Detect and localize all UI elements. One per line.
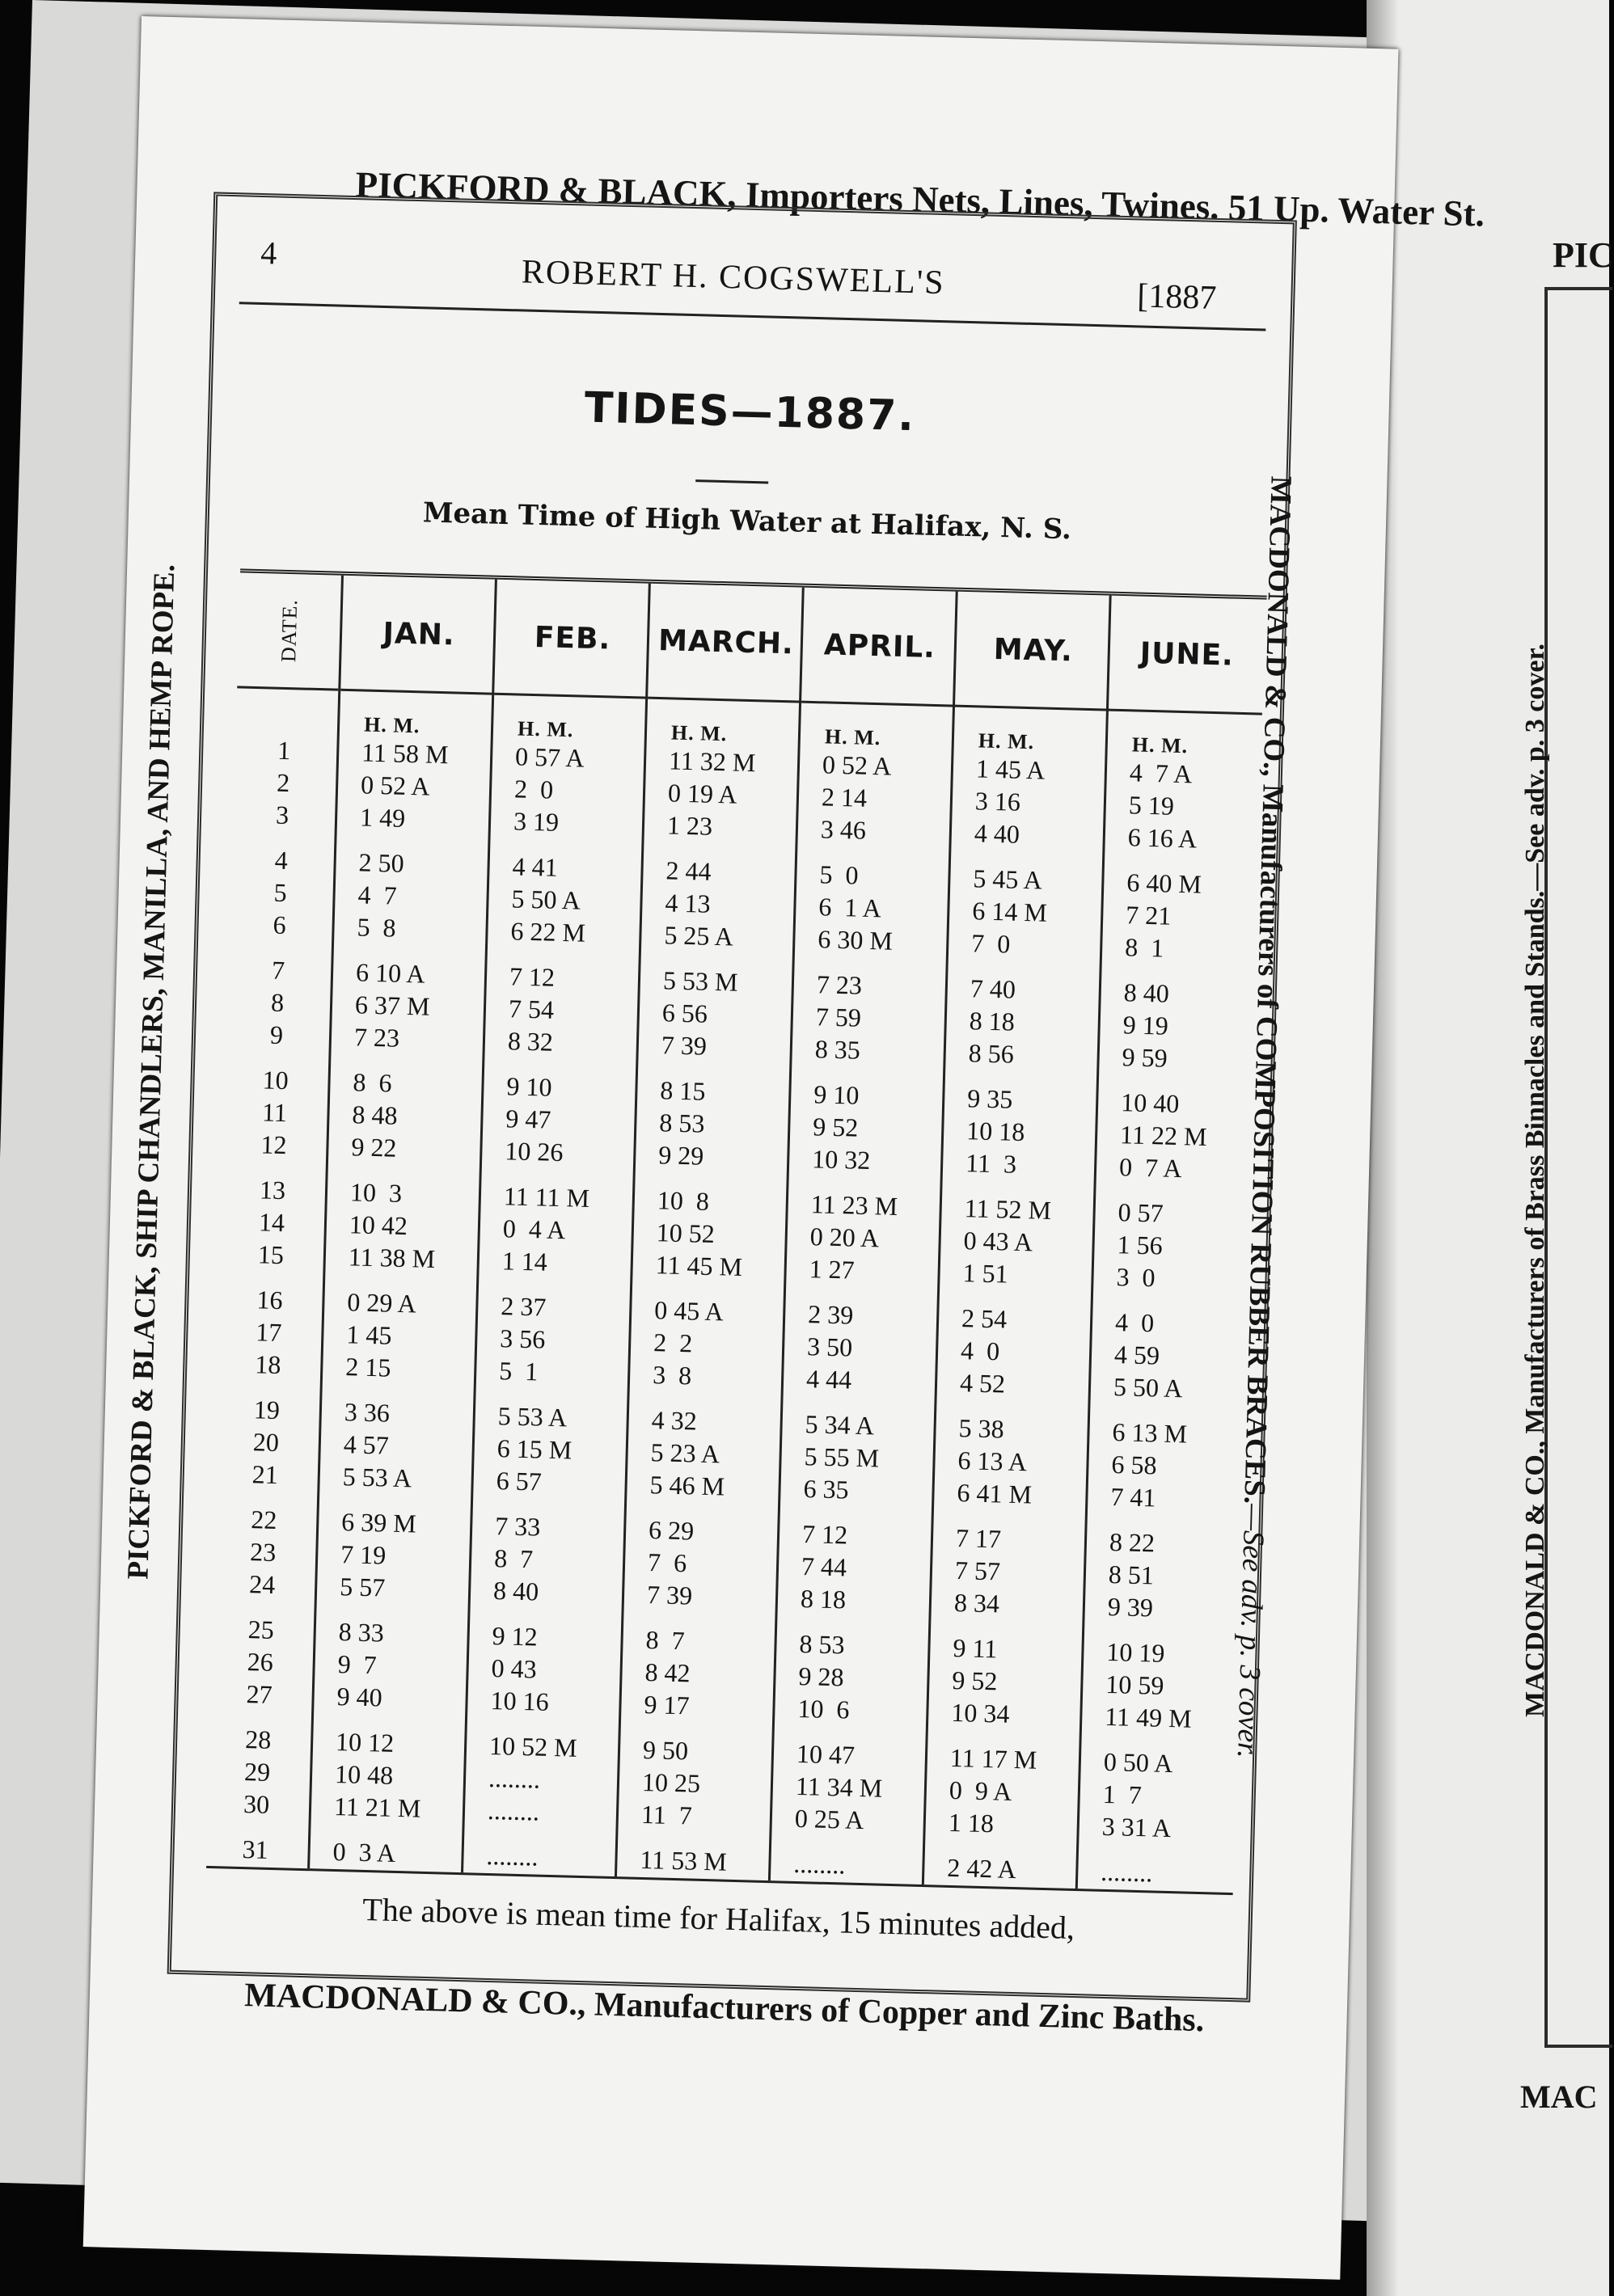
tide-time-cell: 8 6 [353, 1067, 393, 1098]
tide-time-cell: 3 46 [820, 814, 867, 845]
tide-time-cell: 9 10 [813, 1079, 860, 1110]
tide-time-cell: 8 22 [1109, 1526, 1156, 1558]
tide-time-cell: 10 32 [811, 1144, 871, 1175]
tide-time-cell: 3 56 [499, 1323, 546, 1354]
bottom-advert: MACDONALD & CO., Manufacturers of Copper and Zinc Baths. [243, 1977, 1205, 2040]
tide-time-cell: 5 1 [498, 1356, 539, 1386]
tide-time-cell: 5 8 [357, 912, 397, 943]
tide-time-cell: 11 7 [640, 1799, 693, 1830]
tide-time-cell: 4 0 [960, 1336, 1000, 1366]
tide-time-cell: 0 52 A [360, 770, 430, 801]
date-cell: 12 [260, 1129, 287, 1160]
tide-time-cell: 9 35 [966, 1083, 1013, 1114]
tide-time-cell: 0 20 A [809, 1222, 880, 1253]
publisher-name: ROBERT H. COGSWELL'S [521, 253, 946, 302]
tide-time-cell: 8 18 [800, 1584, 847, 1614]
tide-time-cell: 8 34 [953, 1587, 1000, 1619]
page-subtitle: Mean Time of High Water at Halifax, N. S. [422, 496, 1072, 547]
page-title: TIDES—1887. [584, 383, 916, 441]
tide-time-cell: 7 21 [1125, 900, 1172, 931]
date-cell: 13 [259, 1175, 286, 1205]
tide-time-cell: 11 34 M [795, 1771, 883, 1803]
tide-time-cell: 11 17 M [949, 1742, 1037, 1775]
tide-time-cell: 11 58 M [361, 737, 449, 770]
tide-time-cell: 0 45 A [653, 1295, 725, 1327]
tide-time-cell: 9 52 [952, 1665, 998, 1696]
adjacent-page-side-text: MACDONALD & CO., Manufacturers of Brass Binnacles and Stands.—See adv. p. 3 cover. [1520, 644, 1550, 1717]
tide-time-cell: 0 25 A [794, 1803, 864, 1835]
tide-time-cell: 1 18 [948, 1807, 995, 1838]
tide-time-cell: 10 12 [335, 1727, 395, 1758]
tide-time-cell: 6 15 M [496, 1433, 573, 1465]
tide-time-cell: 9 39 [1107, 1591, 1154, 1623]
tide-time-cell: 1 14 [501, 1246, 548, 1277]
tide-time-cell: 5 53 A [497, 1401, 568, 1433]
tide-time-cell: 5 55 M [804, 1441, 880, 1473]
tide-time-cell: 6 30 M [817, 924, 894, 956]
tide-time-cell: 6 13 M [1112, 1417, 1188, 1449]
tide-time-cell: 6 14 M [971, 896, 1048, 927]
date-cell: 26 [247, 1647, 274, 1677]
tide-time-cell: 10 42 [349, 1209, 408, 1241]
tide-time-cell: 11 3 [965, 1148, 1017, 1179]
tide-time-cell: 8 40 [1123, 977, 1170, 1008]
tide-time-cell: 1 45 A [975, 753, 1046, 785]
tide-time-cell: 2 15 [344, 1352, 391, 1382]
tide-time-cell: 7 41 [1110, 1482, 1156, 1513]
tide-time-cell: 7 44 [801, 1551, 847, 1582]
tide-time-cell: 11 45 M [655, 1250, 743, 1281]
date-cell: 20 [252, 1427, 280, 1458]
tide-time-cell: ........ [488, 1762, 541, 1794]
tide-time-cell: 0 43 [491, 1653, 538, 1684]
tide-time-cell: 10 59 [1105, 1669, 1164, 1700]
right-advert-main: MACDONALD & CO., Manufacturers of COMPOSITION RUBBER BRACES. [1237, 475, 1298, 1505]
tide-time-cell: 6 35 [803, 1474, 850, 1505]
tide-time-cell: 11 52 M [964, 1193, 1052, 1225]
hours-minutes-label: H. M. [363, 712, 420, 738]
tide-time-cell: 0 29 A [346, 1287, 417, 1319]
tide-time-cell: 10 48 [334, 1759, 394, 1790]
date-cell: 25 [247, 1614, 275, 1644]
date-cell: 23 [249, 1537, 277, 1567]
date-cell: 30 [243, 1789, 270, 1819]
tide-time-cell: 8 48 [352, 1099, 398, 1130]
tide-time-cell: 5 0 [819, 859, 859, 890]
tide-time-cell: 2 37 [500, 1291, 547, 1322]
tide-time-cell: 4 41 [512, 851, 559, 882]
tide-time-cell: 8 40 [492, 1576, 539, 1606]
tide-time-cell: 7 33 [494, 1511, 541, 1542]
tide-time-cell: 11 21 M [333, 1791, 421, 1823]
tide-time-cell: 4 0 [1114, 1307, 1155, 1338]
date-cell: 6 [273, 910, 287, 940]
tide-time-cell: 10 6 [797, 1693, 850, 1724]
tide-time-cell: 0 57 [1118, 1197, 1164, 1228]
tide-time-cell: 11 32 M [668, 745, 756, 778]
tide-time-cell: 6 56 [661, 998, 708, 1028]
date-cell: 14 [258, 1207, 285, 1238]
tide-time-cell: 2 54 [961, 1303, 1008, 1334]
tide-time-cell: ........ [792, 1848, 846, 1880]
tide-time-cell: 6 1 A [818, 892, 882, 923]
date-cell: 7 [271, 955, 285, 986]
tide-time-cell: 7 0 [970, 928, 1011, 959]
tide-time-cell: 10 40 [1120, 1087, 1180, 1119]
tide-time-cell: 4 32 [651, 1405, 698, 1436]
tide-time-cell: 4 59 [1113, 1340, 1160, 1370]
adjacent-page-bottom-fragment: MAC [1520, 2079, 1598, 2115]
tide-time-cell: ........ [1100, 1856, 1153, 1888]
tide-time-cell: 5 19 [1128, 790, 1175, 821]
date-cell: 19 [253, 1395, 281, 1425]
tide-time-cell: 6 22 M [510, 916, 586, 948]
tide-time-cell: 1 27 [809, 1254, 856, 1285]
tide-time-cell: 4 7 A [1129, 758, 1193, 789]
tide-time-cell: 6 40 M [1126, 867, 1202, 899]
month-header: JUNE. [1109, 596, 1265, 715]
tide-time-cell: 7 6 [647, 1547, 687, 1578]
tide-time-cell: 7 57 [954, 1555, 1001, 1586]
tide-time-cell: 9 52 [812, 1112, 859, 1142]
tide-time-cell: 8 32 [507, 1026, 554, 1057]
tide-time-cell: 4 13 [665, 888, 711, 918]
tide-time-cell: 6 41 M [957, 1478, 1033, 1509]
tide-time-cell: 10 52 M [488, 1730, 578, 1762]
tide-time-cell: 6 29 [648, 1515, 695, 1546]
tide-time-cell: 8 7 [493, 1543, 534, 1574]
tide-time-cell: 7 59 [815, 1002, 862, 1032]
month-header: MARCH. [648, 584, 805, 703]
tide-time-cell: 8 15 [659, 1075, 706, 1106]
tide-time-cell: 7 23 [816, 969, 863, 1000]
tide-time-cell: 1 51 [962, 1258, 1009, 1289]
tide-time-cell: 8 53 [658, 1108, 705, 1138]
tide-time-cell: 5 53 A [342, 1462, 412, 1493]
tide-time-cell: 9 28 [798, 1661, 844, 1692]
tide-time-cell: 5 45 A [972, 863, 1043, 895]
tide-time-cell: 0 7 A [1118, 1152, 1182, 1184]
tide-time-cell: 4 7 [357, 880, 398, 910]
tide-time-cell: 5 38 [958, 1413, 1005, 1444]
date-cell: 22 [250, 1505, 277, 1535]
hours-minutes-label: H. M. [517, 716, 574, 742]
tide-time-cell: 10 47 [796, 1738, 856, 1770]
month-header: APRIL. [801, 588, 958, 707]
tide-time-cell: 0 52 A [822, 749, 892, 781]
tide-time-cell: 7 39 [646, 1580, 693, 1610]
date-cell: 8 [270, 987, 285, 1018]
tide-time-cell: 4 40 [974, 818, 1020, 849]
date-cell: 21 [251, 1459, 279, 1490]
right-advert-note: —See adv. p. 3 cover. [1231, 1503, 1271, 1759]
date-cell: 31 [242, 1834, 269, 1864]
tide-time-cell: 9 22 [351, 1132, 397, 1163]
tide-time-cell: 2 0 [513, 774, 554, 804]
tide-time-cell: 3 50 [806, 1332, 853, 1362]
tide-time-cell: 8 51 [1108, 1559, 1155, 1590]
tide-time-cell: 5 23 A [650, 1437, 720, 1469]
tide-time-cell: 8 7 [645, 1625, 686, 1656]
tide-time-cell: 11 22 M [1119, 1120, 1207, 1151]
date-cell: 27 [246, 1679, 273, 1709]
tide-time-cell: 11 49 M [1104, 1701, 1193, 1733]
hours-minutes-label: H. M. [824, 724, 881, 750]
tide-time-cell: 9 40 [336, 1682, 383, 1712]
tide-time-cell: 7 23 [353, 1022, 400, 1053]
date-cell: 28 [244, 1724, 272, 1754]
date-cell: 2 [276, 767, 290, 798]
tide-time-cell: 5 34 A [805, 1409, 875, 1441]
tide-time-cell: 5 57 [339, 1572, 386, 1602]
tide-time-cell: 2 44 [665, 855, 712, 886]
tide-time-cell: 0 19 A [667, 778, 737, 809]
year-tag: [1887 [1136, 277, 1217, 317]
tide-time-cell: 10 52 [656, 1218, 716, 1249]
date-cell: 16 [256, 1285, 283, 1315]
tide-time-cell: 4 44 [805, 1364, 852, 1395]
tide-time-cell: 9 10 [506, 1071, 552, 1102]
tide-time-cell: 9 59 [1122, 1042, 1168, 1073]
tide-time-cell: 7 54 [508, 994, 555, 1024]
tide-time-cell: 7 19 [340, 1539, 387, 1570]
tide-time-cell: 0 43 A [963, 1226, 1033, 1257]
hours-minutes-label: H. M. [1131, 732, 1189, 758]
tide-time-cell: 10 8 [657, 1185, 710, 1216]
tide-time-cell: 10 16 [490, 1686, 550, 1716]
tide-time-cell: 2 2 [653, 1327, 693, 1358]
tide-time-cell: 3 19 [513, 806, 560, 837]
tide-time-cell: 10 25 [641, 1766, 701, 1798]
tide-time-cell: 7 40 [970, 973, 1016, 1004]
date-cell: 29 [243, 1757, 271, 1787]
tide-time-cell: 8 53 [799, 1628, 846, 1660]
adjacent-page-top-fragment: PIC [1553, 235, 1614, 275]
tide-time-cell: 8 56 [968, 1038, 1015, 1069]
tide-time-cell: 10 3 [349, 1177, 403, 1208]
tide-time-cell: 11 23 M [810, 1189, 898, 1221]
tide-time-cell: 5 46 M [649, 1470, 725, 1501]
tide-time-cell: 8 18 [969, 1006, 1016, 1036]
tide-time-cell: 7 12 [801, 1519, 848, 1550]
tide-time-cell: 4 57 [343, 1429, 390, 1460]
date-cell: 24 [248, 1569, 276, 1599]
tide-time-cell: 7 17 [955, 1523, 1002, 1554]
tide-time-cell: 0 9 A [949, 1775, 1012, 1806]
tide-time-cell: 6 37 M [354, 990, 430, 1021]
hours-minutes-label: H. M. [670, 720, 728, 746]
tide-time-cell: 10 18 [965, 1116, 1025, 1147]
tide-time-cell: 4 52 [959, 1368, 1006, 1399]
month-column-june [1075, 596, 1265, 1893]
tide-time-cell: 2 50 [358, 847, 405, 878]
tide-time-cell: 3 0 [1116, 1262, 1156, 1293]
tides-table [206, 568, 1267, 1895]
tide-time-cell: 1 7 [1102, 1779, 1143, 1810]
tide-time-cell: 2 14 [821, 782, 868, 812]
tide-time-cell: 10 19 [1105, 1636, 1165, 1668]
tide-time-cell: 11 38 M [348, 1242, 436, 1274]
top-advert: PICKFORD & BLACK, Importers Nets, Lines, Twines. 51 Up. Water St. [354, 164, 1485, 234]
tide-time-cell: 6 57 [496, 1466, 543, 1496]
tide-time-cell: 0 3 A [332, 1836, 396, 1868]
date-cell: 5 [273, 877, 288, 908]
page-number: 4 [260, 234, 277, 272]
tide-time-cell: 3 16 [974, 786, 1021, 817]
adjacent-page-frame [1544, 287, 1612, 2048]
tide-time-cell: 3 36 [344, 1397, 391, 1428]
tide-time-cell: 9 19 [1122, 1010, 1169, 1040]
tide-time-cell: 7 12 [509, 961, 556, 992]
tide-time-cell: 9 29 [657, 1140, 704, 1171]
tide-time-cell: 11 11 M [503, 1181, 590, 1213]
tide-time-cell: 5 50 A [1113, 1372, 1183, 1403]
tide-time-cell: 0 4 A [502, 1213, 566, 1245]
date-cell: 11 [261, 1097, 288, 1128]
tide-time-cell: 10 34 [950, 1697, 1010, 1728]
tide-time-cell: 8 1 [1124, 932, 1164, 963]
left-advert: PICKFORD & BLACK, SHIP CHANDLERS, MANILLA, AND HEMP ROPE. [121, 563, 182, 1581]
tide-time-cell: 2 39 [807, 1299, 854, 1330]
tide-time-cell: ........ [486, 1840, 539, 1872]
tide-time-cell: 8 42 [644, 1657, 691, 1688]
hours-minutes-label: H. M. [978, 728, 1035, 754]
tide-time-cell: 6 13 A [957, 1446, 1028, 1477]
date-cell: 9 [269, 1019, 284, 1050]
date-cell: 3 [275, 800, 289, 830]
tide-time-cell: 9 12 [492, 1621, 539, 1652]
tide-time-cell: 2 42 A [946, 1852, 1017, 1884]
tide-time-cell: ........ [487, 1795, 540, 1826]
tide-time-cell: 6 39 M [340, 1507, 417, 1538]
almanac-page [83, 16, 1485, 2280]
tide-time-cell: 9 7 [337, 1649, 378, 1680]
tide-time-cell: 1 56 [1117, 1230, 1164, 1260]
tide-time-cell: 6 58 [1111, 1450, 1157, 1480]
date-cell: 1 [277, 735, 291, 766]
tide-time-cell: 1 49 [359, 802, 406, 833]
tide-time-cell: 9 50 [642, 1734, 689, 1766]
date-cell: 10 [262, 1065, 289, 1095]
tide-time-cell: 3 31 A [1101, 1811, 1172, 1843]
month-header: FEB. [494, 580, 651, 699]
tide-time-cell: 9 47 [505, 1104, 551, 1134]
tide-time-cell: 11 53 M [640, 1844, 728, 1876]
date-cell: 4 [274, 845, 289, 876]
tide-time-cell: 1 45 [345, 1319, 392, 1350]
month-header: JAN. [340, 576, 497, 695]
date-cell: 18 [254, 1349, 281, 1380]
tide-time-cell: 3 8 [652, 1360, 692, 1391]
tide-time-cell: 7 39 [661, 1030, 708, 1061]
tide-time-cell: 5 25 A [664, 920, 734, 952]
footer-note: The above is mean time for Halifax, 15 minutes added, [361, 1890, 1075, 1947]
tide-time-cell: 8 35 [814, 1034, 861, 1065]
tide-time-cell: 9 11 [953, 1632, 998, 1664]
date-header: DATE. [237, 572, 341, 690]
month-header: MAY. [955, 592, 1112, 711]
tide-time-cell: 1 23 [666, 810, 713, 841]
tide-time-cell: 0 50 A [1103, 1746, 1173, 1779]
tide-time-cell: 5 53 M [662, 965, 738, 997]
tide-time-cell: 9 17 [644, 1689, 691, 1720]
tide-time-cell: 8 33 [338, 1617, 385, 1648]
date-cell: 15 [257, 1239, 285, 1270]
tide-time-cell: 6 10 A [355, 957, 425, 989]
tide-time-cell: 5 50 A [511, 884, 581, 915]
tide-time-cell: 6 16 A [1127, 822, 1198, 854]
tide-time-cell: 0 57 A [514, 741, 585, 773]
date-cell: 17 [255, 1317, 282, 1348]
tide-time-cell: 10 26 [504, 1136, 564, 1167]
